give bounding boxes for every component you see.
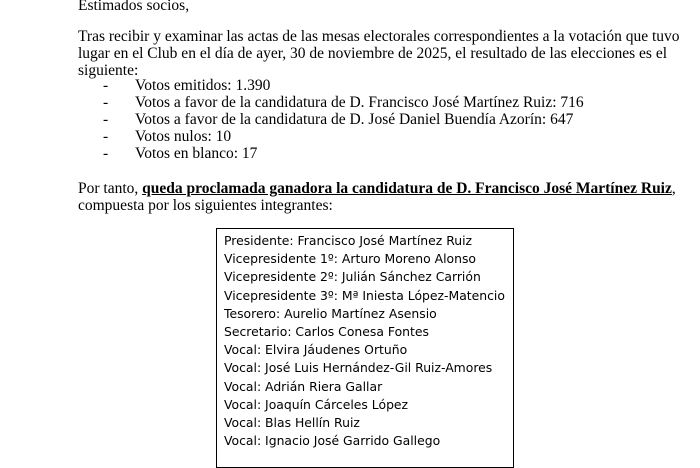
results-list — [103, 77, 584, 162]
dash-bullet: - — [103, 128, 109, 145]
intro-line-3: siguiente: — [78, 62, 139, 79]
conclusion-proclamation: queda proclamada ganadora la candidatura de D. Francisco José Martínez Ruiz — [142, 180, 672, 197]
intro-line-1: Tras recibir y examinar las actas de las mesas electorales correspondientes a la votación que tuvo — [78, 28, 680, 45]
conclusion-prefix: Por tanto, — [78, 180, 143, 197]
result-item: - Votos nulos: 10 — [103, 128, 232, 145]
board-member: Vocal: Elvira Jáudenes Ortuño — [224, 342, 408, 358]
result-item: - Votos en blanco: 17 — [103, 145, 258, 162]
board-member: Vocal: Blas Hellín Ruiz — [224, 415, 360, 431]
board-member: Tesorero: Aurelio Martínez Asensio — [224, 305, 437, 321]
board-member: Vocal: Adrián Riera Gallar — [224, 378, 383, 394]
board-member: Vocal: Ignacio José Garrido Gallego — [224, 433, 441, 449]
board-member: Vicepresidente 1º: Arturo Moreno Alonso — [224, 251, 476, 267]
board-member: Vicepresidente 3º: Mª Iniesta López-Matencio — [224, 287, 505, 303]
board-member: Presidente: Francisco José Martínez Ruiz — [224, 233, 473, 248]
result-item: - Votos emitidos: 1.390 — [103, 77, 271, 94]
board-member: Vicepresidente 2º: Julián Sánchez Carrión — [224, 269, 481, 285]
dash-bullet: - — [103, 111, 109, 128]
greeting: Estimados socios, — [78, 0, 190, 14]
board-member: Vocal: José Luis Hernández-Gil Ruiz-Amores — [224, 360, 493, 376]
conclusion-suffix: , — [671, 180, 676, 197]
board-member: Secretario: Carlos Conesa Fontes — [224, 324, 429, 340]
dash-bullet: - — [103, 145, 109, 162]
intro-line-2: lugar en el Club en el día de ayer, 30 de noviembre de 2025, el resultado de las elecciones es el — [78, 45, 668, 62]
board-member: Vocal: Joaquín Cárceles López — [224, 396, 409, 412]
dash-bullet: - — [103, 77, 109, 94]
dash-bullet: - — [103, 94, 109, 111]
conclusion-line-2: compuesta por los siguientes integrantes: — [78, 197, 333, 214]
result-item: - Votos a favor de la candidatura de D. José Daniel Buendía Azorín: 647 — [103, 111, 574, 128]
board-members-box — [216, 228, 514, 468]
result-item: - Votos a favor de la candidatura de D. Francisco José Martínez Ruiz: 716 — [103, 94, 584, 111]
conclusion-line-1 — [78, 180, 676, 198]
